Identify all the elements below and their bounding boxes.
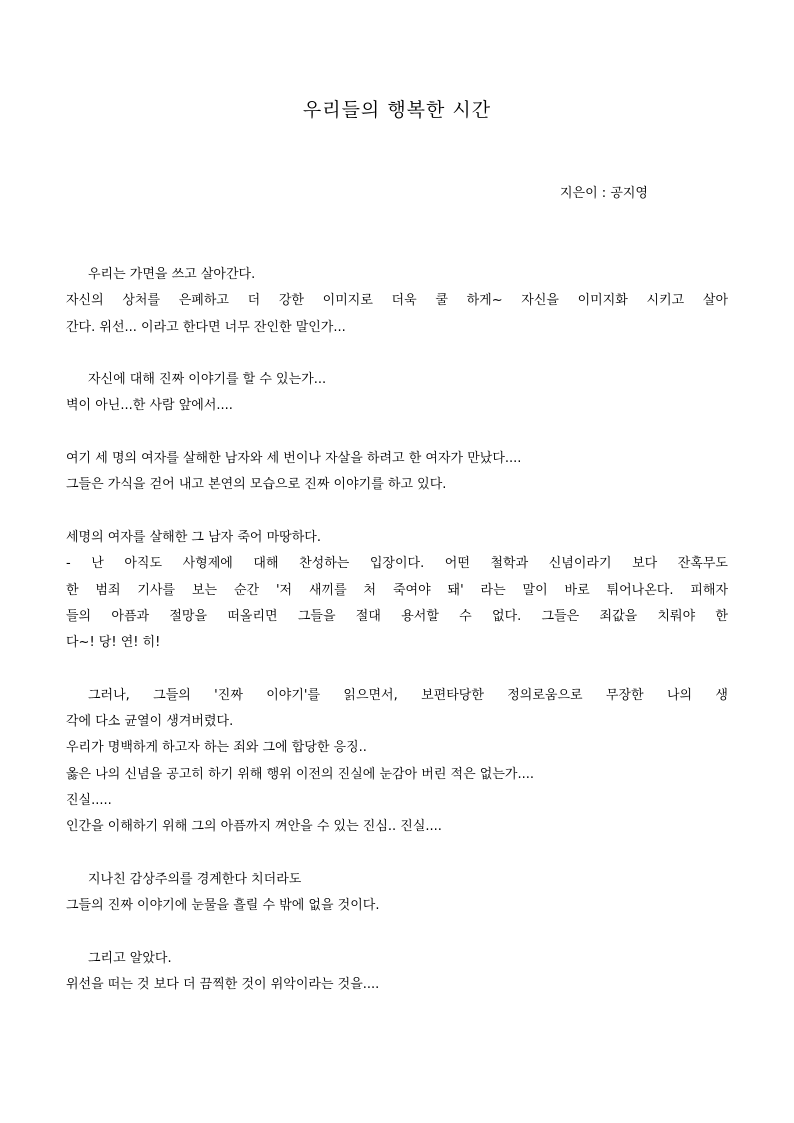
paragraph-gap [66,919,728,945]
paragraph-line: 세명의 여자를 살해한 그 남자 죽어 마땅하다. [66,529,321,545]
paragraph-line: 옳은 나의 신념을 공고히 하기 위해 행위 이전의 진실에 눈감아 버린 적은 없는가.... [66,766,534,782]
paragraph-line: 한 범죄 기사를 보는 순간 '저 새끼를 처 죽여야 돼' 라는 말이 바로 튀어나온다. 피해자 [66,582,728,598]
paragraph-line: 벽이 아닌...한 사람 앞에서.... [66,398,233,414]
paragraph-line: 위선을 떠는 것 보다 더 끔찍한 것이 위악이라는 것을.... [66,977,380,993]
paragraph-gap [66,341,728,367]
paragraph-line: 지나친 감상주의를 경계한다 치더라도 [88,871,302,887]
paragraph-gap [66,656,728,682]
paragraph-line: 다~! 당! 연! 히! [66,635,161,651]
paragraph-gap [66,420,728,446]
paragraph-line: 들의 아픔과 절망을 떠올리면 그들을 절대 용서할 수 없다. 그들은 죄값을 치뤄야 한 [66,608,728,624]
document-title: 우리들의 행복한 시간 [302,99,492,121]
paragraph-gap [66,841,728,867]
paragraph-line: 그들의 진짜 이야기에 눈물을 흘릴 수 밖에 없을 것이다. [66,898,380,914]
paragraph-line: 간다. 위선... 이라고 한다면 너무 잔인한 말인가... [66,319,346,335]
paragraph-line: - 난 아직도 사형제에 대해 찬성하는 입장이다. 어떤 철학과 신념이라기 보다 잔혹무도 [66,556,728,572]
paragraph-line: 그들은 가식을 걷어 내고 본연의 모습으로 진짜 이야기를 하고 있다. [66,477,447,493]
paragraph-line: 진실..... [66,792,112,808]
paragraph-line: 그러나, 그들의 '진짜 이야기'를 읽으면서, 보편타당한 정의로움으로 무장한 나의 생 [88,687,728,703]
paragraph-line: 우리가 명백하게 하고자 하는 죄와 그에 합당한 응징.. [66,740,367,756]
paragraph-line: 인간을 이해하기 위해 그의 아픔까지 껴안을 수 있는 진심.. 진실.... [66,819,442,835]
paragraph-line: 각에 다소 균열이 생겨버렸다. [66,714,234,730]
paragraph-gap [66,499,728,525]
paragraph-line: 자신의 상처를 은폐하고 더 강한 이미지로 더욱 쿨 하게~ 자신을 이미지화 시키고 살아 [66,293,728,309]
document-body [66,262,728,998]
paragraph-line: 우리는 가면을 쓰고 살아간다. [88,267,256,282]
paragraph-line: 여기 세 명의 여자를 살해한 남자와 세 번이나 자살을 하려고 한 여자가 만났다.... [66,451,522,467]
paragraph-line: 그리고 알았다. [88,950,172,966]
paragraph-line: 자신에 대해 진짜 이야기를 할 수 있는가... [88,372,327,388]
author-line: 지은이 : 공지영 [560,186,648,201]
